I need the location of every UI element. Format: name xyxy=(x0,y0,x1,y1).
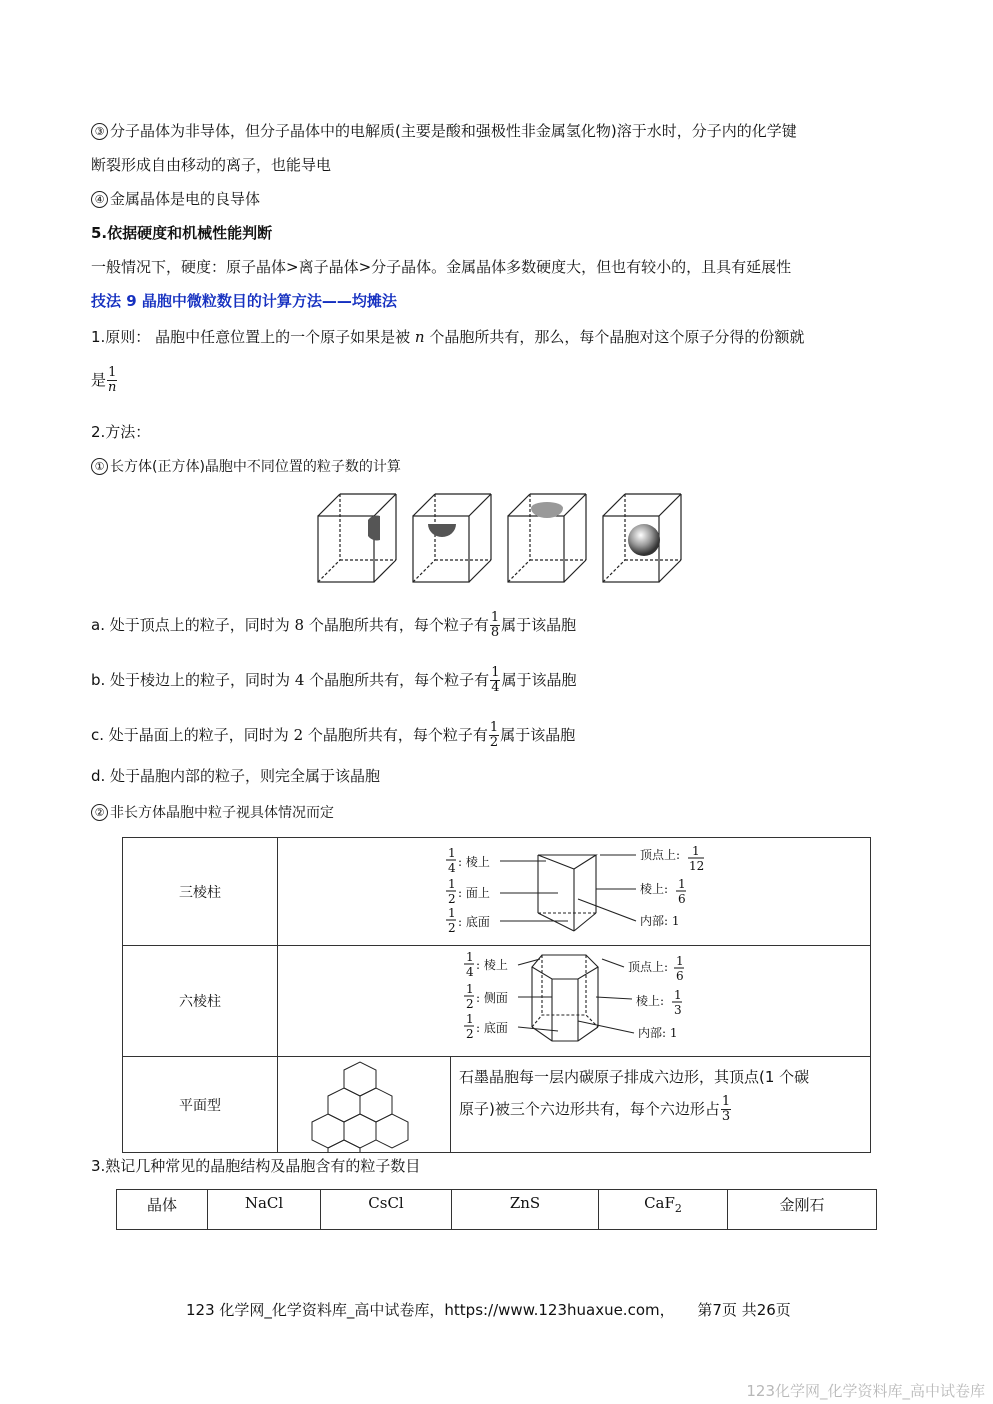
prism3-cell xyxy=(278,838,871,946)
svg-text:2: 2 xyxy=(466,1027,474,1041)
paragraph-text: 金属晶体是电的良导体 xyxy=(110,190,261,208)
principle-text-2: 个晶胞所共有，那么，每个晶胞对这个原子分得的份额就 xyxy=(429,328,805,346)
principle-line-2 xyxy=(91,366,118,395)
rule-text: c. 处于晶面上的粒子，同时为 xyxy=(91,726,289,744)
svg-text:3: 3 xyxy=(674,1003,682,1017)
fraction-den: 4 xyxy=(491,680,500,695)
graphite-description xyxy=(451,1057,871,1153)
label: : 棱上 xyxy=(458,854,490,869)
method-heading: 2.方法： xyxy=(91,423,151,441)
prism6-cell xyxy=(278,946,871,1057)
hexagonal-prism-diagram xyxy=(278,947,870,1055)
rule-number: 4 xyxy=(294,671,305,689)
table-header-row xyxy=(117,1190,877,1230)
header-cscl: CsCl xyxy=(321,1190,452,1230)
row-label: 三棱柱 xyxy=(123,838,278,946)
graphite-cell xyxy=(278,1057,451,1153)
section-heading-5: 5.依据硬度和机械性能判断 xyxy=(91,224,273,242)
method-1-text: 长方体(正方体)晶胞中不同位置的粒子数的计算 xyxy=(110,459,401,475)
paragraph-text: 分子晶体为非导体，但分子晶体中的电解质(主要是酸和强极性非金属氢化物)溶于水时，分子内的化学键 xyxy=(110,122,797,140)
fraction-den: 8 xyxy=(490,625,500,640)
svg-text:6: 6 xyxy=(676,969,684,983)
rule-text: a. 处于顶点上的粒子，同时为 xyxy=(91,616,290,634)
fraction-num: 1 xyxy=(491,665,500,680)
svg-text:6: 6 xyxy=(678,891,686,906)
rule-d: d. 处于晶胞内部的粒子，则完全属于该晶胞 xyxy=(91,767,381,785)
svg-text:2: 2 xyxy=(448,891,456,906)
svg-text:1: 1 xyxy=(692,843,700,858)
rule-text-3: 属于该晶胞 xyxy=(501,616,577,634)
crystal-table xyxy=(116,1189,877,1230)
svg-text:棱上:: 棱上: xyxy=(636,994,665,1008)
shape-table xyxy=(122,837,871,1153)
svg-text:1: 1 xyxy=(676,954,684,968)
svg-text:1: 1 xyxy=(448,876,456,891)
svg-text:内部: 1: 内部: 1 xyxy=(640,913,680,928)
svg-text:4: 4 xyxy=(466,965,474,979)
graphite-hexagons xyxy=(278,1058,450,1152)
fraction-den: 3 xyxy=(721,1109,731,1124)
svg-text:12: 12 xyxy=(689,858,705,873)
method-1 xyxy=(91,457,401,477)
rule-b xyxy=(91,666,576,695)
graphite-text: 石墨晶胞每一层内碳原子排成六边形，其顶点(1 个碳 xyxy=(459,1068,810,1086)
rule-number: 8 xyxy=(294,616,305,634)
principle-text-3: 是 xyxy=(91,371,107,389)
rule-text-2: 个晶胞所共有，每个粒子有 xyxy=(308,616,489,634)
fraction-num: 1 xyxy=(489,720,499,735)
subscript: 2 xyxy=(674,1202,682,1215)
footer-text: 123 化学网_化学资料库_高中试卷库，https://www.123huaxue.com， xyxy=(186,1301,675,1319)
cube-edge xyxy=(413,494,491,582)
fraction-num: 1 xyxy=(490,610,500,625)
svg-text:1: 1 xyxy=(448,905,456,920)
circled-number: ④ xyxy=(91,191,108,208)
header-caf-text: CaF xyxy=(644,1194,675,1212)
header-caf2 xyxy=(599,1190,728,1230)
fraction xyxy=(489,721,499,750)
header-zns: ZnS xyxy=(452,1190,599,1230)
svg-text:2: 2 xyxy=(466,997,474,1011)
principle-line xyxy=(91,327,804,347)
fraction-den: 2 xyxy=(489,735,499,750)
rule-number: 2 xyxy=(293,726,304,744)
svg-text:1: 1 xyxy=(448,845,456,860)
variable-n: n xyxy=(414,328,425,346)
svg-text:顶点上:: 顶点上: xyxy=(628,960,669,974)
table-row xyxy=(123,838,871,946)
svg-text:1: 1 xyxy=(466,1012,474,1026)
svg-text:顶点上:: 顶点上: xyxy=(640,847,681,862)
cube-vertex xyxy=(318,494,396,582)
page-footer xyxy=(186,1299,791,1320)
rule-text-3: 属于该晶胞 xyxy=(500,726,576,744)
svg-text:内部: 1: 内部: 1 xyxy=(638,1026,678,1040)
rule-c xyxy=(91,721,575,750)
rule-text-3: 属于该晶胞 xyxy=(501,671,577,689)
watermark: 123化学网_化学资料库_高中试卷库 xyxy=(746,1382,985,1400)
triangular-prism-diagram xyxy=(278,839,870,945)
rule-text: b. 处于棱边上的粒子，同时为 xyxy=(91,671,291,689)
paragraph-4 xyxy=(91,189,260,209)
circled-number: ③ xyxy=(91,123,108,140)
svg-text:4: 4 xyxy=(448,860,456,875)
section-3-heading: 3.熟记几种常见的晶胞结构及晶胞含有的粒子数目 xyxy=(91,1157,421,1175)
table-row xyxy=(123,1057,871,1153)
row-label: 六棱柱 xyxy=(123,946,278,1057)
rule-text-2: 个晶胞所共有，每个粒子有 xyxy=(307,726,488,744)
table-row xyxy=(123,946,871,1057)
cube-face xyxy=(508,494,586,582)
svg-text:1: 1 xyxy=(466,982,474,996)
svg-text:2: 2 xyxy=(448,920,456,935)
rule-a xyxy=(91,611,576,640)
page-number: 第7页 共26页 xyxy=(697,1301,791,1319)
graphite-text-part: 原子)被三个六边形共有，每个六边形占 xyxy=(459,1100,720,1118)
svg-text:1: 1 xyxy=(466,950,474,964)
rule-text-2: 个晶胞所共有，每个粒子有 xyxy=(309,671,490,689)
technique-heading: 技法 9 晶胞中微粒数目的计算方法——均摊法 xyxy=(91,292,397,310)
principle-text: 1.原则： 晶胞中任意位置上的一个原子如果是被 xyxy=(91,328,411,346)
header-crystal: 晶体 xyxy=(117,1190,208,1230)
cube-figures xyxy=(310,490,690,586)
circled-number: ② xyxy=(91,804,108,821)
fraction xyxy=(490,666,500,695)
fraction-num: 1 xyxy=(108,365,117,380)
svg-text:: 底面: : 底面 xyxy=(458,914,490,929)
svg-text:: 侧面: : 侧面 xyxy=(476,991,508,1005)
cube-body xyxy=(603,494,681,582)
svg-text:1: 1 xyxy=(678,876,686,891)
paragraph-3 xyxy=(91,121,797,141)
graphite-text-2 xyxy=(459,1093,862,1125)
method-2 xyxy=(91,803,334,823)
fraction xyxy=(490,611,500,640)
svg-text:1: 1 xyxy=(674,988,682,1002)
paragraph-3-cont: 断裂形成自由移动的离子，也能导电 xyxy=(91,156,332,174)
fraction-den: n xyxy=(108,380,117,395)
paragraph-hardness: 一般情况下，硬度：原子晶体>离子晶体>分子晶体。金属晶体多数硬度大，但也有较小的，且具有延展性 xyxy=(91,258,792,276)
fraction-1-n xyxy=(107,366,117,395)
fraction xyxy=(721,1095,731,1124)
circled-number: ① xyxy=(91,458,108,475)
svg-text:棱上:: 棱上: xyxy=(640,881,669,896)
svg-text:: 面上: : 面上 xyxy=(458,885,490,900)
header-diamond: 金刚石 xyxy=(728,1190,877,1230)
row-label: 平面型 xyxy=(123,1057,278,1153)
method-2-text: 非长方体晶胞中粒子视具体情况而定 xyxy=(110,805,334,821)
svg-text:: 底面: : 底面 xyxy=(476,1021,508,1035)
fraction-num: 1 xyxy=(721,1094,731,1109)
svg-text:: 棱上: : 棱上 xyxy=(476,958,508,972)
header-nacl: NaCl xyxy=(208,1190,321,1230)
